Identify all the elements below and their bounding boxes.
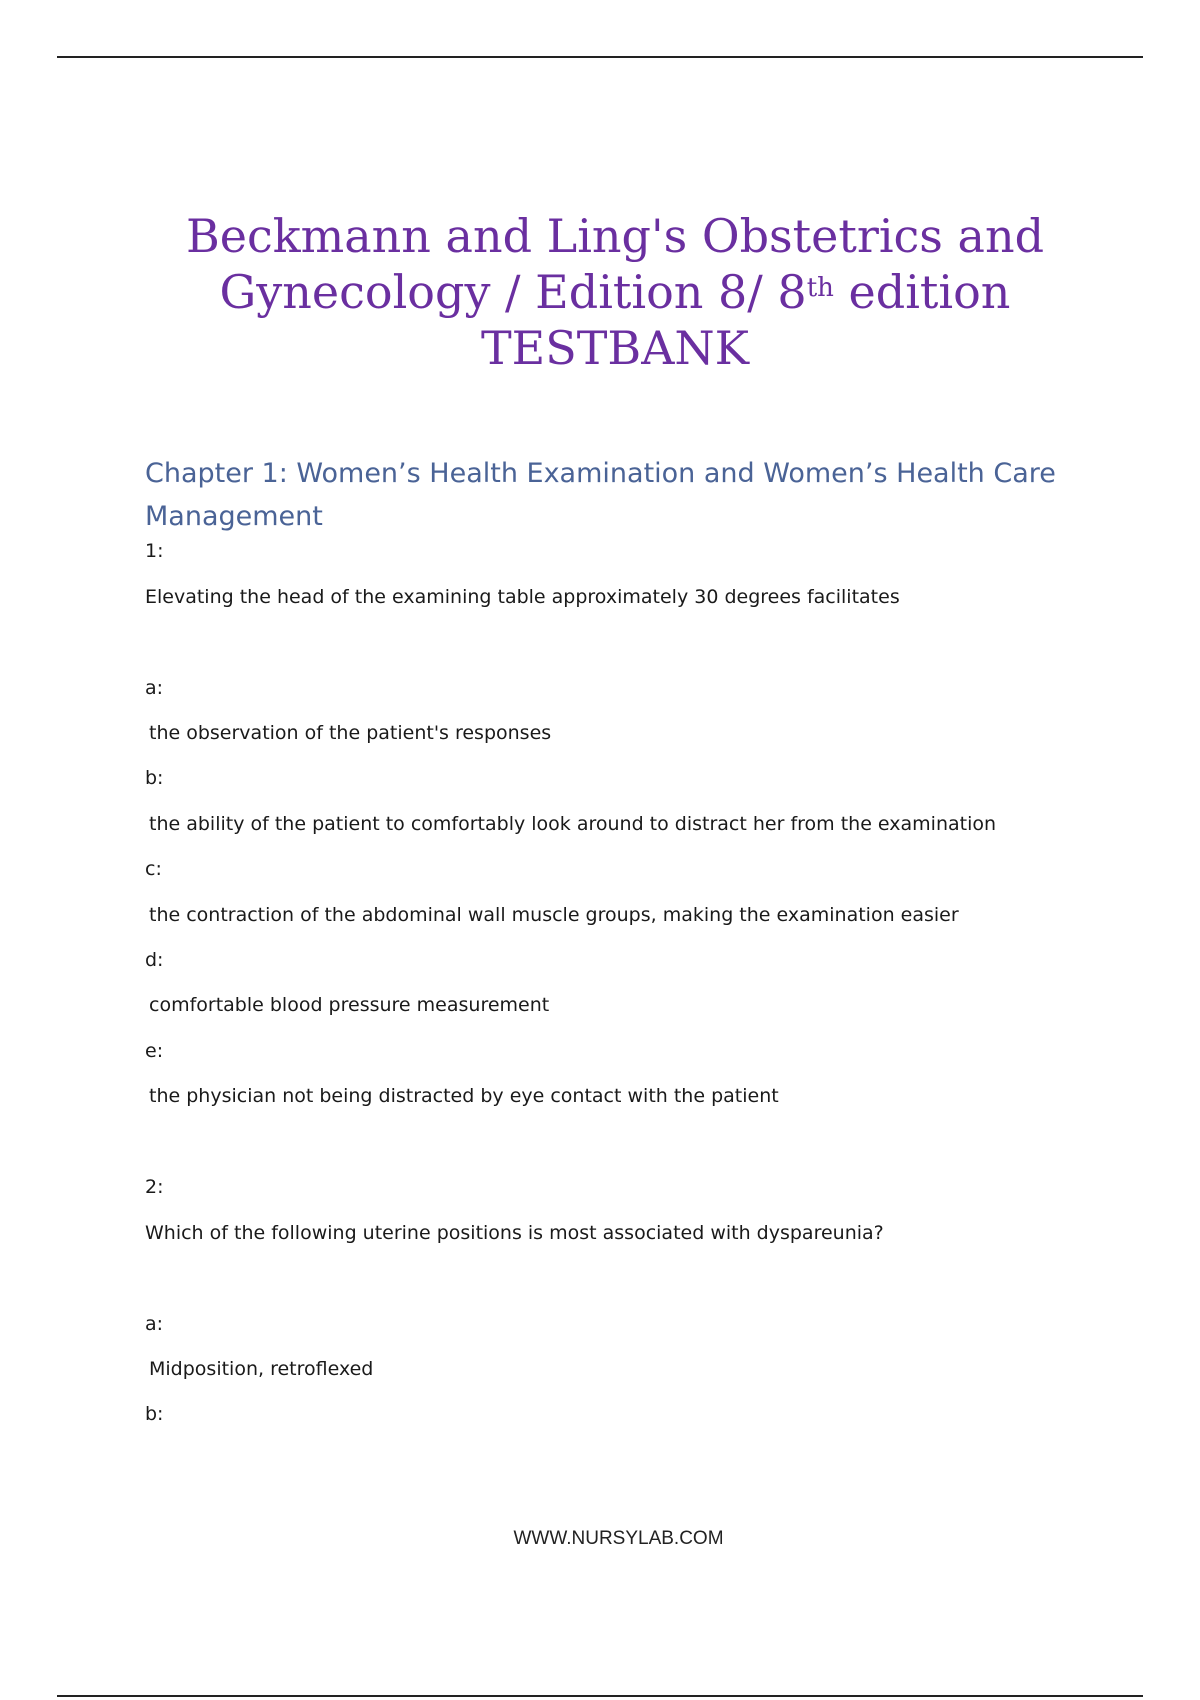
option-text: the contraction of the abdominal wall muscle groups, making the examination easier bbox=[149, 904, 959, 926]
top-rule bbox=[57, 56, 1143, 58]
option-label: a: bbox=[145, 1313, 164, 1335]
option-text: comfortable blood pressure measurement bbox=[149, 994, 550, 1016]
title-superscript: th bbox=[806, 273, 834, 303]
option-label: b: bbox=[145, 1403, 164, 1425]
question-text: Elevating the head of the examining table approximately 30 degrees facilitates bbox=[145, 586, 900, 608]
question-number: 2: bbox=[145, 1176, 164, 1198]
question-text: Which of the following uterine positions is most associated with dyspareunia? bbox=[145, 1222, 884, 1244]
footer-website: WWW.NURSYLAB.COM bbox=[513, 1528, 724, 1549]
question-number: 1: bbox=[145, 540, 164, 562]
title-line-3: TESTBANK bbox=[480, 321, 750, 375]
option-text: the ability of the patient to comfortably look around to distract her from the examination bbox=[149, 813, 997, 835]
option-label: a: bbox=[145, 677, 164, 699]
chapter-heading: Chapter 1: Women’s Health Examination and Women’s Health Care Management bbox=[145, 458, 1056, 532]
title-line-2 bbox=[150, 264, 1080, 320]
bottom-rule bbox=[57, 1695, 1143, 1697]
option-text: the physician not being distracted by eye contact with the patient bbox=[149, 1085, 779, 1107]
option-text: the observation of the patient's responses bbox=[149, 722, 552, 744]
option-text: Midposition, retroflexed bbox=[149, 1358, 374, 1380]
option-label: d: bbox=[145, 949, 164, 971]
title-line-2-text: Gynecology / Edition 8/ 8 bbox=[219, 265, 807, 319]
option-label: c: bbox=[145, 858, 162, 880]
document-title bbox=[150, 208, 1080, 376]
option-label: b: bbox=[145, 767, 164, 789]
option-label: e: bbox=[145, 1040, 164, 1062]
title-line-1: Beckmann and Ling's Obstetrics and bbox=[185, 209, 1045, 263]
title-line-2-suffix: edition bbox=[833, 265, 1011, 319]
